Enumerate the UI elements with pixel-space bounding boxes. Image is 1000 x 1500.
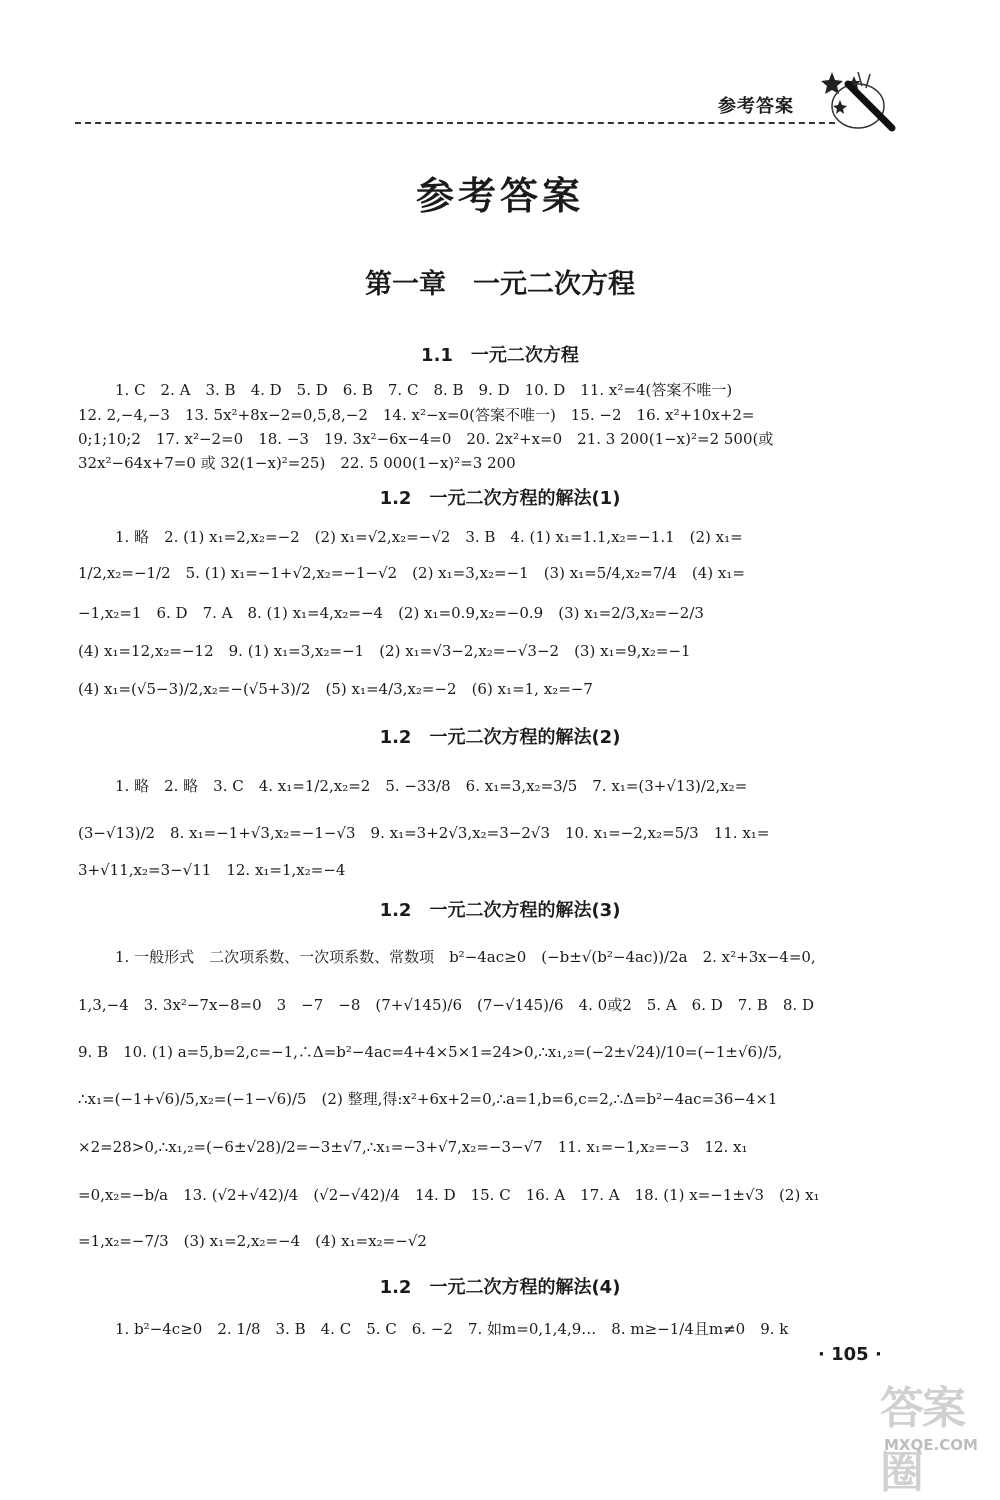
page-number: · 105 · xyxy=(818,1344,882,1365)
answer-line: 1. 略 2. (1) x₁=2,x₂=−2 (2) x₁=√2,x₂=−√2 3. B 4. (1) x₁=1.1,x₂=−1.1 (2) x₁= xyxy=(115,528,743,546)
header-dashed-rule xyxy=(75,122,835,124)
answer-line: 1,3,−4 3. 3x²−7x−8=0 3 −7 −8 (7+√145)/6 (7−√145)/6 4. 0或2 5. A 6. D 7. B 8. D xyxy=(78,996,814,1014)
answer-line: (4) x₁=(√5−3)/2,x₂=−(√5+3)/2 (5) x₁=4/3,x₂=−2 (6) x₁=1, x₂=−7 xyxy=(78,680,593,698)
answer-line: 9. B 10. (1) a=5,b=2,c=−1,∴Δ=b²−4ac=4+4×5×1=24>0,∴x₁,₂=(−2±√24)/10=(−1±√6)/5, xyxy=(78,1043,783,1061)
answer-line: =1,x₂=−7/3 (3) x₁=2,x₂=−4 (4) x₁=x₂=−√2 xyxy=(78,1232,427,1250)
answer-line: 1. 一般形式 二次项系数、一次项系数、常数项 b²−4ac≥0 (−b±√(b²−4ac))/2a 2. x²+3x−4=0, xyxy=(115,948,816,966)
answer-line: 12. 2,−4,−3 13. 5x²+8x−2=0,5,8,−2 14. x²−x=0(答案不唯一) 15. −2 16. x²+10x+2= xyxy=(78,406,755,424)
answer-line: (4) x₁=12,x₂=−12 9. (1) x₁=3,x₂=−1 (2) x₁=√3−2,x₂=−√3−2 (3) x₁=9,x₂=−1 xyxy=(78,642,691,660)
answer-line: 0;1;10;2 17. x²−2=0 18. −3 19. 3x²−6x−4=0 20. 2x²+x=0 21. 3 200(1−x)²=2 500(或 xyxy=(78,430,774,448)
page-title: 参考答案 xyxy=(415,174,584,218)
section-title: 1.2 一元二次方程的解法(3) xyxy=(379,900,621,921)
answer-line: ∴x₁=(−1+√6)/5,x₂=(−1−√6)/5 (2) 整理,得:x²+6x+2=0,∴a=1,b=6,c=2,∴Δ=b²−4ac=36−4×1 xyxy=(78,1090,778,1108)
magic-wand-icon xyxy=(818,66,898,136)
answer-line: 1/2,x₂=−1/2 5. (1) x₁=−1+√2,x₂=−1−√2 (2) x₁=3,x₂=−1 (3) x₁=5/4,x₂=7/4 (4) x₁= xyxy=(78,564,745,582)
section-title: 1.2 一元二次方程的解法(2) xyxy=(379,727,621,748)
running-header-label: 参考答案 xyxy=(718,96,794,117)
answer-line: 3+√11,x₂=3−√11 12. x₁=1,x₂=−4 xyxy=(78,861,346,879)
answer-line: 1. C 2. A 3. B 4. D 5. D 6. B 7. C 8. B 9. D 10. D 11. x²=4(答案不唯一) xyxy=(115,381,733,399)
answer-line: 32x²−64x+7=0 或 32(1−x)²=25) 22. 5 000(1−x)²=3 200 xyxy=(78,454,516,472)
watermark-text: 答案圈 xyxy=(880,1383,964,1498)
watermark-logo xyxy=(878,1366,996,1498)
answer-line: ×2=28>0,∴x₁,₂=(−6±√28)/2=−3±√7,∴x₁=−3+√7,x₂=−3−√7 11. x₁=−1,x₂=−3 12. x₁ xyxy=(78,1138,748,1156)
running-header xyxy=(0,0,1000,135)
answer-line: 1. 略 2. 略 3. C 4. x₁=1/2,x₂=2 5. −33/8 6. x₁=3,x₂=3/5 7. x₁=(3+√13)/2,x₂= xyxy=(115,777,748,795)
answer-line: 1. b²−4c≥0 2. 1/8 3. B 4. C 5. C 6. −2 7. 如m=0,1,4,9… 8. m≥−1/4且m≠0 9. k xyxy=(115,1320,789,1338)
section-title: 1.1 一元二次方程 xyxy=(421,345,579,366)
section-title: 1.2 一元二次方程的解法(1) xyxy=(379,488,621,509)
answer-line: (3−√13)/2 8. x₁=−1+√3,x₂=−1−√3 9. x₁=3+2√3,x₂=3−2√3 10. x₁=−2,x₂=5/3 11. x₁= xyxy=(78,824,770,842)
answer-line: −1,x₂=1 6. D 7. A 8. (1) x₁=4,x₂=−4 (2) x₁=0.9,x₂=−0.9 (3) x₁=2/3,x₂=−2/3 xyxy=(78,604,704,622)
chapter-title: 第一章 一元二次方程 xyxy=(365,269,635,300)
answer-line: =0,x₂=−b/a 13. (√2+√42)/4 (√2−√42)/4 14. D 15. C 16. A 17. A 18. (1) x=−1±√3 (2) x₁ xyxy=(78,1186,820,1204)
watermark-url: MXQE.COM xyxy=(884,1436,978,1454)
section-title: 1.2 一元二次方程的解法(4) xyxy=(379,1277,621,1298)
